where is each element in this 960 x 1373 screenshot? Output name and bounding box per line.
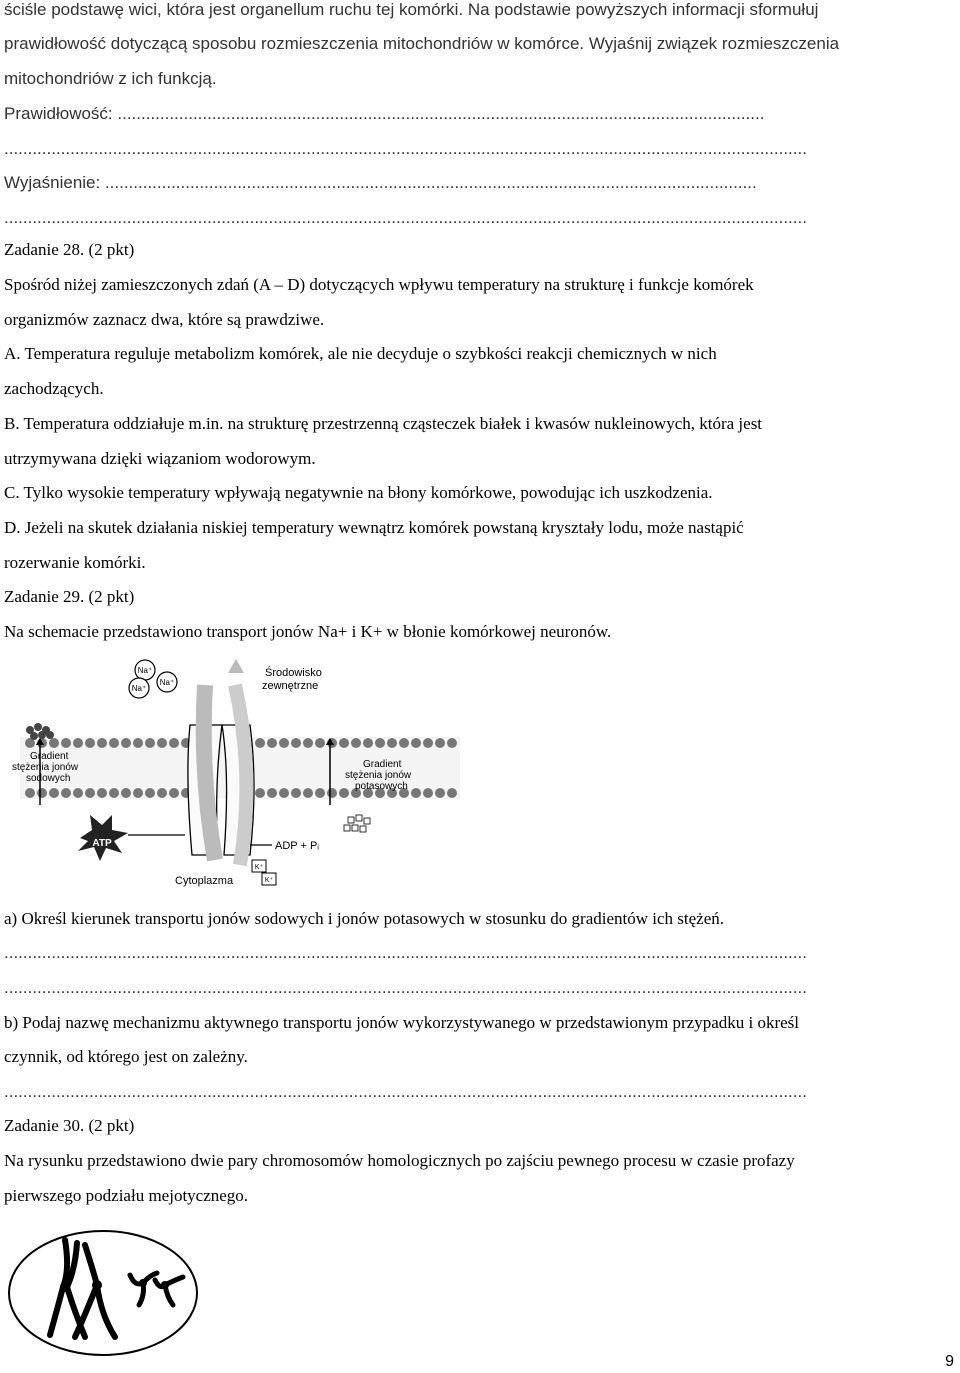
question-a: a) Określ kierunek transportu jonów sodowych i jonów potasowych w stosunku do gradientów ich stężeń. (4, 909, 725, 928)
text-line: Na schemacie przedstawiono transport jonów Na+ i K+ w błonie komórkowej neuronów. (4, 622, 612, 641)
arrow-head-icon (228, 659, 244, 673)
option-c[interactable]: C. Tylko wysokie temperatury wpływają negatywnie na błony komórkowe, powodując ich uszkodzenia. (4, 483, 713, 502)
chromosome-figure (5, 1225, 205, 1365)
cytoplasm-label: Cytoplazma (175, 875, 234, 887)
ion-label: Na⁺ (159, 678, 175, 687)
option-a-cont: zachodzących. (4, 379, 104, 398)
option-d[interactable]: D. Jeżeli na skutek działania niskiej temperatury wewnątrz komórek powstaną kryształy lodu, może nastąpić (4, 518, 744, 537)
gradient-label-k: potasowych (355, 781, 408, 792)
env-label: Środowisko (265, 667, 322, 679)
answer-line[interactable]: .......................................................................................................................................................................... (4, 1082, 807, 1101)
text-line: Na rysunku przedstawiono dwie pary chromosomów homologicznych po zajściu pewnego procesu w czasie profazy (4, 1151, 795, 1170)
text-line: organizmów zaznacz dwa, które są prawdziwe. (4, 310, 325, 329)
text-line: prawidłowość dotyczącą sposobu rozmieszczenia mitochondriów w komórce. Wyjaśnij związek rozmieszczenia (4, 34, 840, 53)
membrane-transport-diagram (0, 655, 470, 895)
ion-label: Na⁺ (137, 666, 153, 675)
text-line: mitochondriów z ich funkcją. (4, 69, 217, 88)
potassium-ions-bottom (252, 860, 276, 885)
adp-label: ADP + Pᵢ (275, 840, 320, 852)
answer-line-prawidlowosc[interactable]: Prawidłowość: ......................................................................................................................................... (4, 104, 765, 123)
gradient-label-na: Gradient (30, 751, 69, 762)
text-line: ściśle podstawę wici, która jest organellum ruchu tej komórki. Na podstawie powyższych informacji sformułuj (4, 0, 819, 19)
answer-line[interactable]: .......................................................................................................................................................................... (4, 208, 807, 227)
sodium-ions-top (129, 660, 177, 698)
answer-line-wyjasnienie[interactable]: Wyjaśnienie: .......................................................................................................................................... (4, 173, 757, 192)
potassium-cluster (344, 815, 370, 832)
task-30-title: Zadanie 30. (2 pkt) (4, 1116, 135, 1135)
answer-line[interactable]: .......................................................................................................................................................................... (4, 943, 807, 962)
task-28-title: Zadanie 28. (2 pkt) (4, 240, 135, 259)
answer-line[interactable]: .......................................................................................................................................................................... (4, 978, 807, 997)
option-b-cont: utrzymywana dzięki wiązaniom wodorowym. (4, 449, 316, 468)
text-line: pierwszego podziału mejotycznego. (4, 1186, 249, 1205)
text-line: Spośród niżej zamieszczonych zdań (A – D) dotyczących wpływu temperatury na strukturę i funkcje komórek (4, 275, 754, 294)
question-b-cont: czynnik, od którego jest on zależny. (4, 1047, 248, 1066)
gradient-label-na: stężenia jonów (12, 762, 79, 773)
gradient-label-k: stężenia jonów (345, 770, 412, 781)
env-label: zewnętrzne (262, 680, 319, 692)
ion-label: K⁺ (254, 864, 264, 871)
page-number: 9 (945, 1353, 954, 1370)
gradient-label-k: Gradient (363, 759, 402, 770)
answer-line[interactable]: .......................................................................................................................................................................... (4, 139, 807, 158)
ion-label: K⁺ (264, 877, 274, 884)
option-d-cont: rozerwanie komórki. (4, 553, 146, 572)
atp-label: ATP (92, 838, 112, 849)
task-29-title: Zadanie 29. (2 pkt) (4, 587, 135, 606)
gradient-label-na: sodowych (26, 773, 71, 784)
ion-label: Na⁺ (131, 684, 147, 693)
question-b: b) Podaj nazwę mechanizmu aktywnego transportu jonów wykorzystywanego w przedstawionym przypadku i określ (4, 1013, 800, 1032)
option-b[interactable]: B. Temperatura oddziałuje m.in. na strukturę przestrzenną cząsteczek białek i kwasów nukleinowych, która jest (4, 414, 763, 433)
option-a[interactable]: A. Temperatura reguluje metabolizm komórek, ale nie decyduje o szybkości reakcji chemicznych w nich (4, 344, 717, 363)
